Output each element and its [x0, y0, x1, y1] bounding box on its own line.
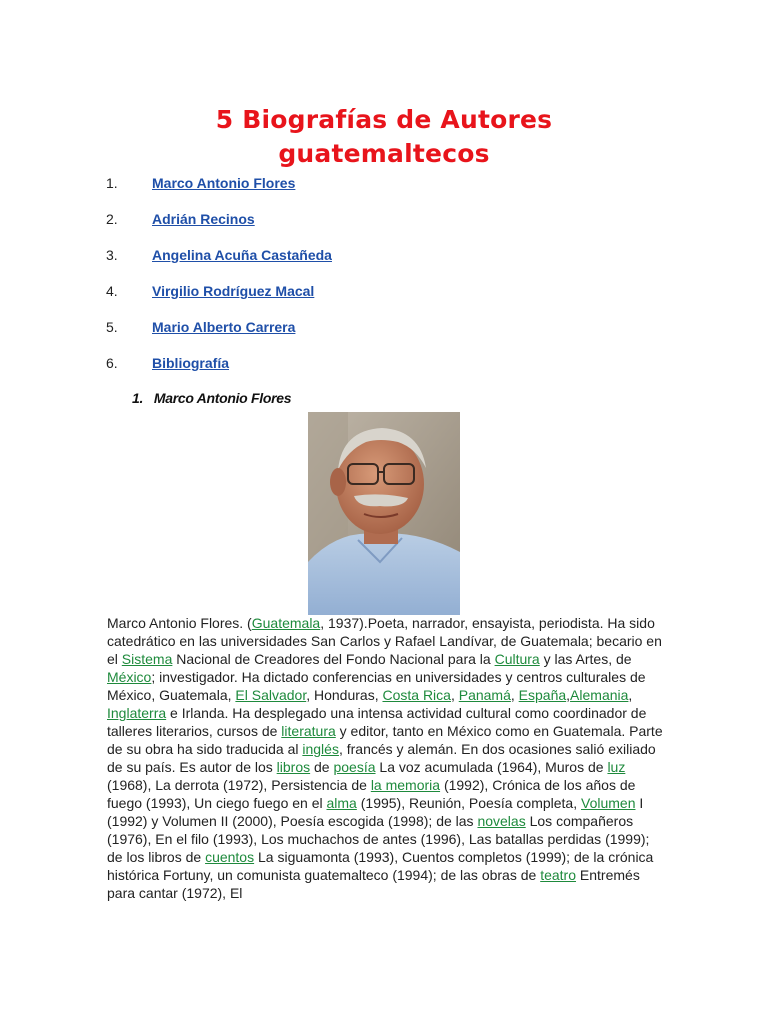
- link-inglaterra[interactable]: Inglaterra: [107, 705, 167, 721]
- link-cuentos[interactable]: cuentos: [205, 849, 255, 865]
- toc-number: 6.: [106, 355, 118, 371]
- bio-text: Entremés para cantar (1972), El: [107, 867, 640, 901]
- bio-text: Nacional de Creadores del Fondo Nacional para la: [172, 651, 495, 667]
- link-costa-rica[interactable]: Costa Rica: [382, 687, 451, 703]
- bio-text: ,: [450, 687, 459, 703]
- link-volumen[interactable]: Volumen: [581, 795, 636, 811]
- bio-text: e Irlanda. Ha desplegado una intensa actividad cultural como coordinador de talleres literarios, cursos de: [107, 705, 647, 739]
- link-literatura[interactable]: literatura: [281, 723, 336, 739]
- link-luz[interactable]: luz: [607, 759, 626, 775]
- link-espana[interactable]: España: [518, 687, 567, 703]
- bio-text: La voz acumulada (1964), Muros de: [375, 759, 608, 775]
- toc-link-bibliografia[interactable]: Bibliografía: [152, 355, 230, 371]
- portrait-image: [308, 412, 460, 615]
- bio-text: Los compañeros (1976), En el filo (1993), Los muchachos de antes (1996), Las batallas perdidas (1999); de los libros de: [107, 813, 650, 865]
- link-sistema[interactable]: Sistema: [121, 651, 173, 667]
- title-line-1: 5 Biografías de Autores: [215, 105, 553, 134]
- toc-number: 1.: [106, 175, 118, 191]
- link-novelas[interactable]: novelas: [477, 813, 526, 829]
- section-heading: [132, 389, 291, 407]
- link-mexico[interactable]: México: [107, 669, 152, 685]
- link-cultura[interactable]: Cultura: [494, 651, 540, 667]
- page-title: [0, 103, 768, 171]
- toc-number: 5.: [106, 319, 118, 335]
- bio-text: y editor, tanto en México como en Guatemala. Parte de su obra ha sido traducida al: [107, 723, 663, 757]
- link-el-salvador[interactable]: El Salvador: [235, 687, 307, 703]
- section-number: 1.: [132, 390, 144, 406]
- link-alemania[interactable]: Alemania: [570, 687, 629, 703]
- title-line-2: guatemaltecos: [278, 139, 490, 168]
- link-libros[interactable]: libros: [276, 759, 311, 775]
- bio-text: y las Artes, de: [539, 651, 632, 667]
- link-la-memoria[interactable]: la memoria: [370, 777, 441, 793]
- bio-text: de: [310, 759, 334, 775]
- link-panama[interactable]: Panamá: [458, 687, 511, 703]
- bio-text: (1992), Crónica de los años de fuego (1993), Un ciego fuego en el: [107, 777, 636, 811]
- bio-text: (1995), Reunión, Poesía completa,: [356, 795, 581, 811]
- link-alma[interactable]: alma: [326, 795, 357, 811]
- bio-text: ,: [628, 687, 633, 703]
- bio-text: , Honduras,: [306, 687, 383, 703]
- toc-number: 3.: [106, 247, 118, 263]
- link-ingles[interactable]: inglés: [302, 741, 339, 757]
- section-title: Marco Antonio Flores: [153, 390, 292, 406]
- toc-link-angelina-acuna[interactable]: Angelina Acuña Castañeda: [152, 247, 332, 263]
- biography-paragraph: [107, 614, 667, 902]
- bio-text: La siguamonta (1993), Cuentos completos (1999); de la crónica histórica Fortuny, un comunista guatemalteco (1994); de las obras de: [107, 849, 654, 883]
- toc-number: 4.: [106, 283, 118, 299]
- toc-link-adrian-recinos[interactable]: Adrián Recinos: [152, 211, 255, 227]
- bio-text: (1968), La derrota (1972), Persistencia de: [107, 777, 371, 793]
- bio-text: I (1992) y Volumen II (2000), Poesía escogida (1998); de las: [107, 795, 644, 829]
- bio-text: Marco Antonio Flores. (: [107, 615, 252, 631]
- toc-link-marco-antonio-flores[interactable]: Marco Antonio Flores: [152, 175, 296, 191]
- author-portrait-photo: [308, 412, 460, 615]
- link-poesia[interactable]: poesía: [333, 759, 376, 775]
- bio-text: ,: [510, 687, 519, 703]
- toc-link-mario-alberto-carrera[interactable]: Mario Alberto Carrera: [152, 319, 296, 335]
- link-guatemala[interactable]: Guatemala: [251, 615, 321, 631]
- bio-text: , 1937).Poeta, narrador, ensayista, periodista. Ha sido catedrático en las universidades San Carlos y Rafael Landívar, de Guatemala; becario en el: [107, 615, 662, 667]
- link-teatro[interactable]: teatro: [540, 867, 577, 883]
- toc-link-virgilio-rodriguez[interactable]: Virgilio Rodríguez Macal: [152, 283, 315, 299]
- bio-text: ,: [566, 687, 571, 703]
- toc-number: 2.: [106, 211, 118, 227]
- bio-text: , francés y alemán. En dos ocasiones salió exiliado de su país. Es autor de los: [107, 741, 656, 775]
- bio-text: ; investigador. Ha dictado conferencias en universidades y centros culturales de México, Guatemala,: [107, 669, 646, 703]
